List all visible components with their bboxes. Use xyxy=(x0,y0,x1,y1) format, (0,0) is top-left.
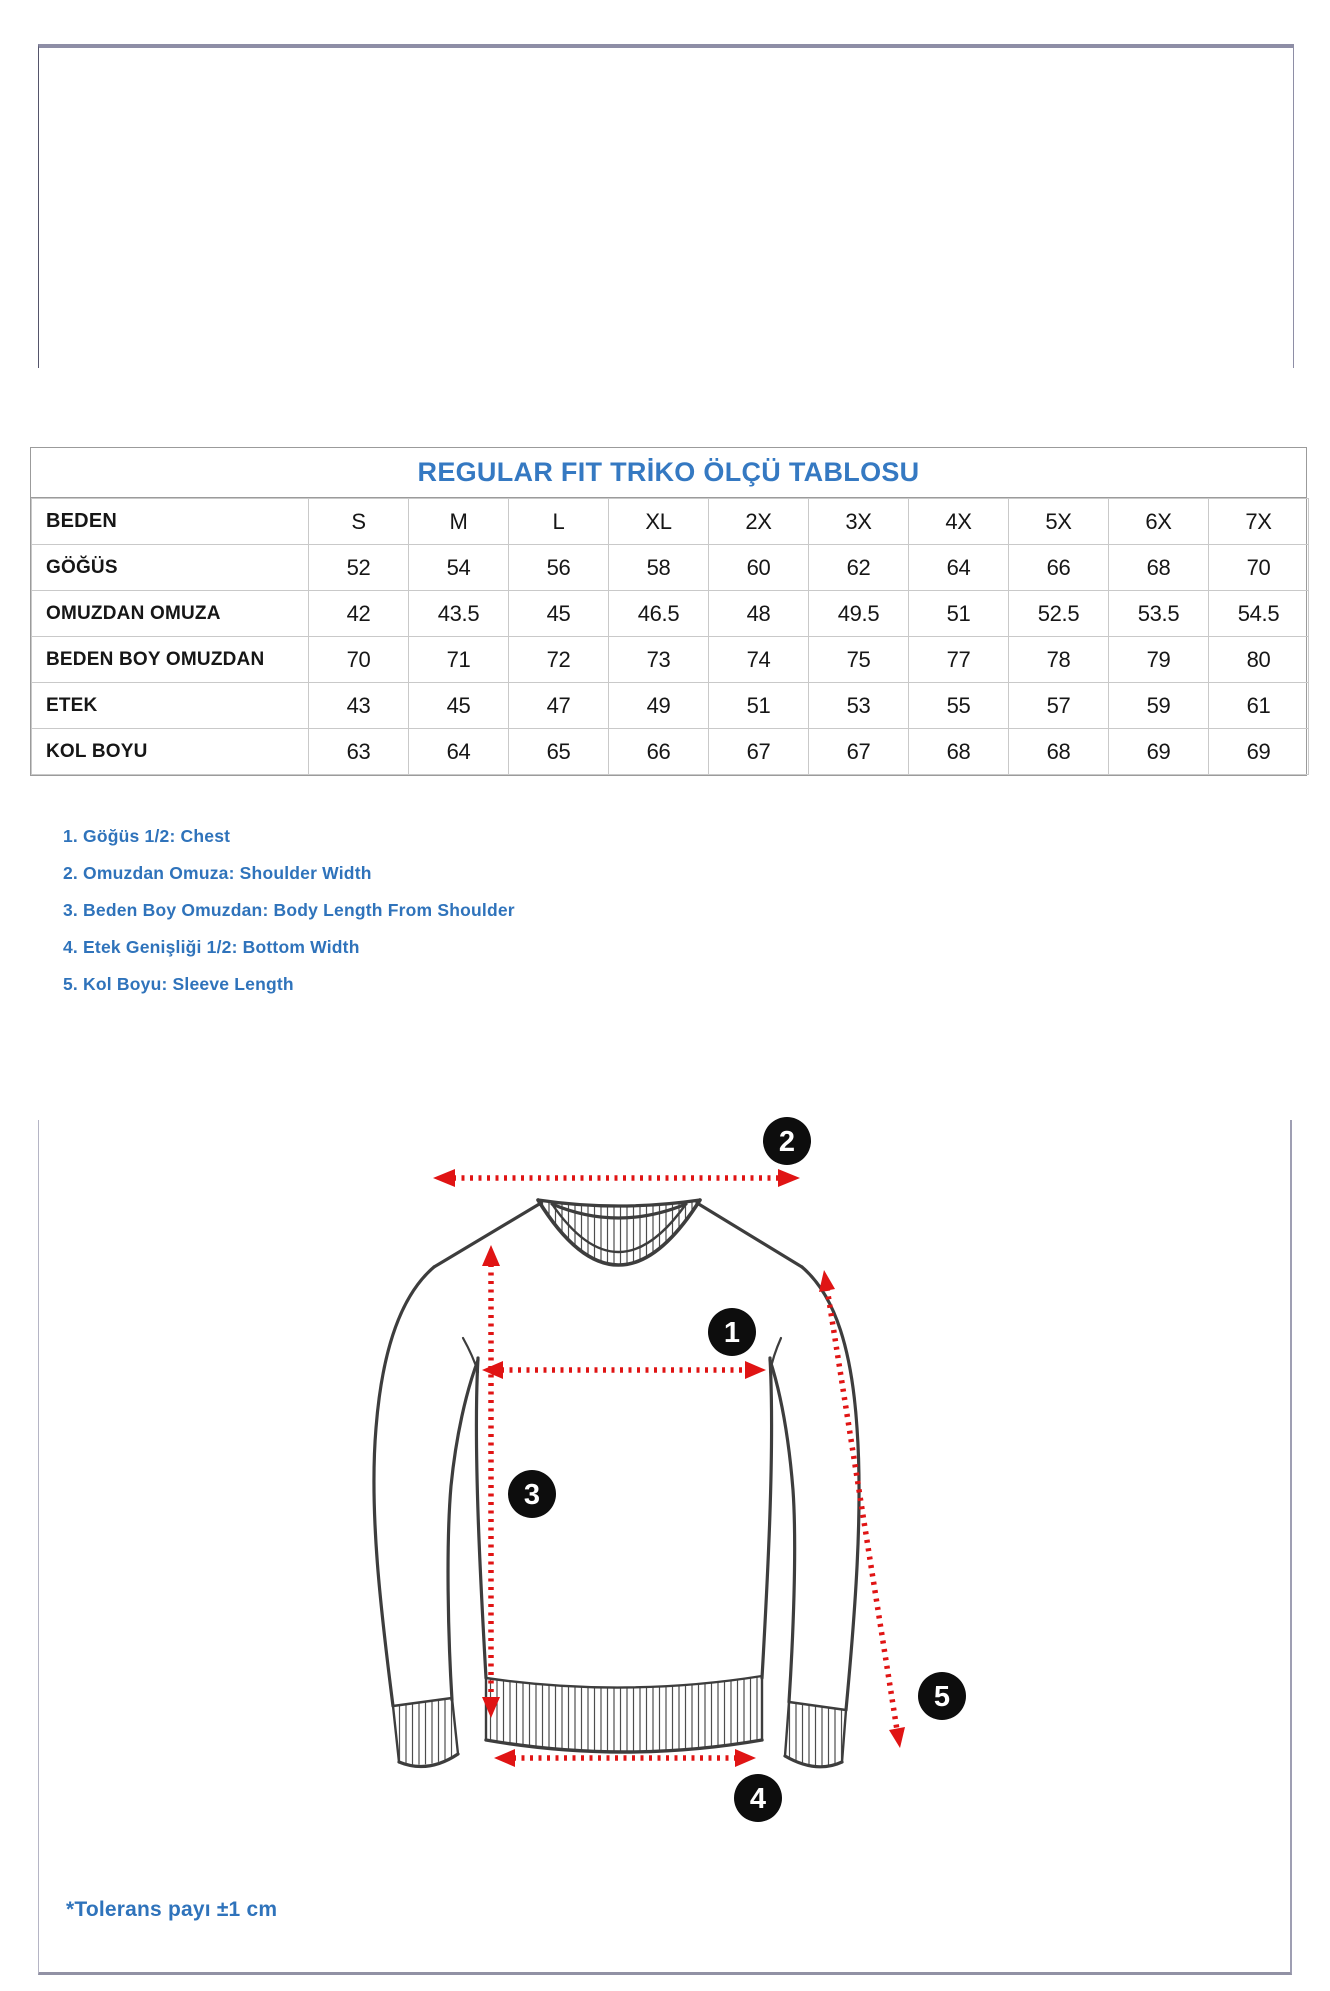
size-cell: L xyxy=(509,499,609,545)
size-cell: M xyxy=(409,499,509,545)
value-cell: 58 xyxy=(609,545,709,591)
legend-item: 3. Beden Boy Omuzdan: Body Length From Shoulder xyxy=(63,900,515,920)
value-cell: 61 xyxy=(1209,683,1309,729)
value-cell: 56 xyxy=(509,545,609,591)
value-cell: 43 xyxy=(309,683,409,729)
sweater-outline xyxy=(374,1200,859,1767)
svg-text:4: 4 xyxy=(749,1783,767,1815)
size-cell: 3X xyxy=(809,499,909,545)
marker-4 xyxy=(734,1774,782,1822)
value-cell: 67 xyxy=(809,729,909,775)
value-cell: 51 xyxy=(709,683,809,729)
size-cell: 7X xyxy=(1209,499,1309,545)
legend-item: 4. Etek Genişliği 1/2: Bottom Width xyxy=(63,937,360,957)
row-label-cell: OMUZDAN OMUZA xyxy=(32,591,309,637)
value-cell: 52.5 xyxy=(1009,591,1109,637)
value-cell: 72 xyxy=(509,637,609,683)
value-cell: 54.5 xyxy=(1209,591,1309,637)
row-label-cell: BEDEN BOY OMUZDAN xyxy=(32,637,309,683)
measurement-arrows xyxy=(453,1178,897,1758)
tolerance-note: *Tolerans payı ±1 cm xyxy=(66,1898,278,1921)
value-cell: 43.5 xyxy=(409,591,509,637)
value-cell: 79 xyxy=(1109,637,1209,683)
row-label-cell: GÖĞÜS xyxy=(32,545,309,591)
legend-item: 1. Göğüs 1/2: Chest xyxy=(63,826,231,846)
value-cell: 63 xyxy=(309,729,409,775)
value-cell: 46.5 xyxy=(609,591,709,637)
size-cell: 4X xyxy=(909,499,1009,545)
size-cell: S xyxy=(309,499,409,545)
row-label-cell: BEDEN xyxy=(32,499,309,545)
size-cell: 2X xyxy=(709,499,809,545)
value-cell: 70 xyxy=(309,637,409,683)
value-cell: 80 xyxy=(1209,637,1309,683)
size-cell: 5X xyxy=(1009,499,1109,545)
value-cell: 60 xyxy=(709,545,809,591)
value-cell: 64 xyxy=(909,545,1009,591)
value-cell: 53 xyxy=(809,683,909,729)
size-table-title: REGULAR FIT TRİKO ÖLÇÜ TABLOSU xyxy=(31,448,1306,498)
value-cell: 70 xyxy=(1209,545,1309,591)
svg-text:2: 2 xyxy=(778,1126,796,1158)
marker-3 xyxy=(508,1470,556,1518)
value-cell: 74 xyxy=(709,637,809,683)
sweater-rib-fills xyxy=(393,1200,846,1766)
size-cell: 6X xyxy=(1109,499,1209,545)
marker-2 xyxy=(763,1117,811,1165)
value-cell: 67 xyxy=(709,729,809,775)
row-label-cell: KOL BOYU xyxy=(32,729,309,775)
value-cell: 66 xyxy=(1009,545,1109,591)
value-cell: 52 xyxy=(309,545,409,591)
value-cell: 54 xyxy=(409,545,509,591)
row-label-cell: ETEK xyxy=(32,683,309,729)
value-cell: 73 xyxy=(609,637,709,683)
value-cell: 49 xyxy=(609,683,709,729)
value-cell: 65 xyxy=(509,729,609,775)
value-cell: 66 xyxy=(609,729,709,775)
size-cell: XL xyxy=(609,499,709,545)
value-cell: 49.5 xyxy=(809,591,909,637)
value-cell: 45 xyxy=(509,591,609,637)
svg-text:3: 3 xyxy=(523,1479,541,1511)
value-cell: 47 xyxy=(509,683,609,729)
legend-item: 5. Kol Boyu: Sleeve Length xyxy=(63,974,294,994)
value-cell: 78 xyxy=(1009,637,1109,683)
value-cell: 45 xyxy=(409,683,509,729)
value-cell: 59 xyxy=(1109,683,1209,729)
value-cell: 68 xyxy=(1009,729,1109,775)
arrow-heads xyxy=(433,1169,905,1767)
value-cell: 42 xyxy=(309,591,409,637)
value-cell: 53.5 xyxy=(1109,591,1209,637)
value-cell: 51 xyxy=(909,591,1009,637)
value-cell: 71 xyxy=(409,637,509,683)
value-cell: 68 xyxy=(909,729,1009,775)
svg-text:5: 5 xyxy=(933,1681,951,1713)
legend-item: 2. Omuzdan Omuza: Shoulder Width xyxy=(63,863,372,883)
value-cell: 57 xyxy=(1009,683,1109,729)
value-cell: 68 xyxy=(1109,545,1209,591)
value-cell: 55 xyxy=(909,683,1009,729)
marker-1 xyxy=(708,1308,756,1356)
svg-text:1: 1 xyxy=(723,1317,741,1349)
value-cell: 77 xyxy=(909,637,1009,683)
marker-5 xyxy=(918,1672,966,1720)
value-cell: 69 xyxy=(1109,729,1209,775)
value-cell: 64 xyxy=(409,729,509,775)
value-cell: 62 xyxy=(809,545,909,591)
value-cell: 75 xyxy=(809,637,909,683)
value-cell: 48 xyxy=(709,591,809,637)
value-cell: 69 xyxy=(1209,729,1309,775)
